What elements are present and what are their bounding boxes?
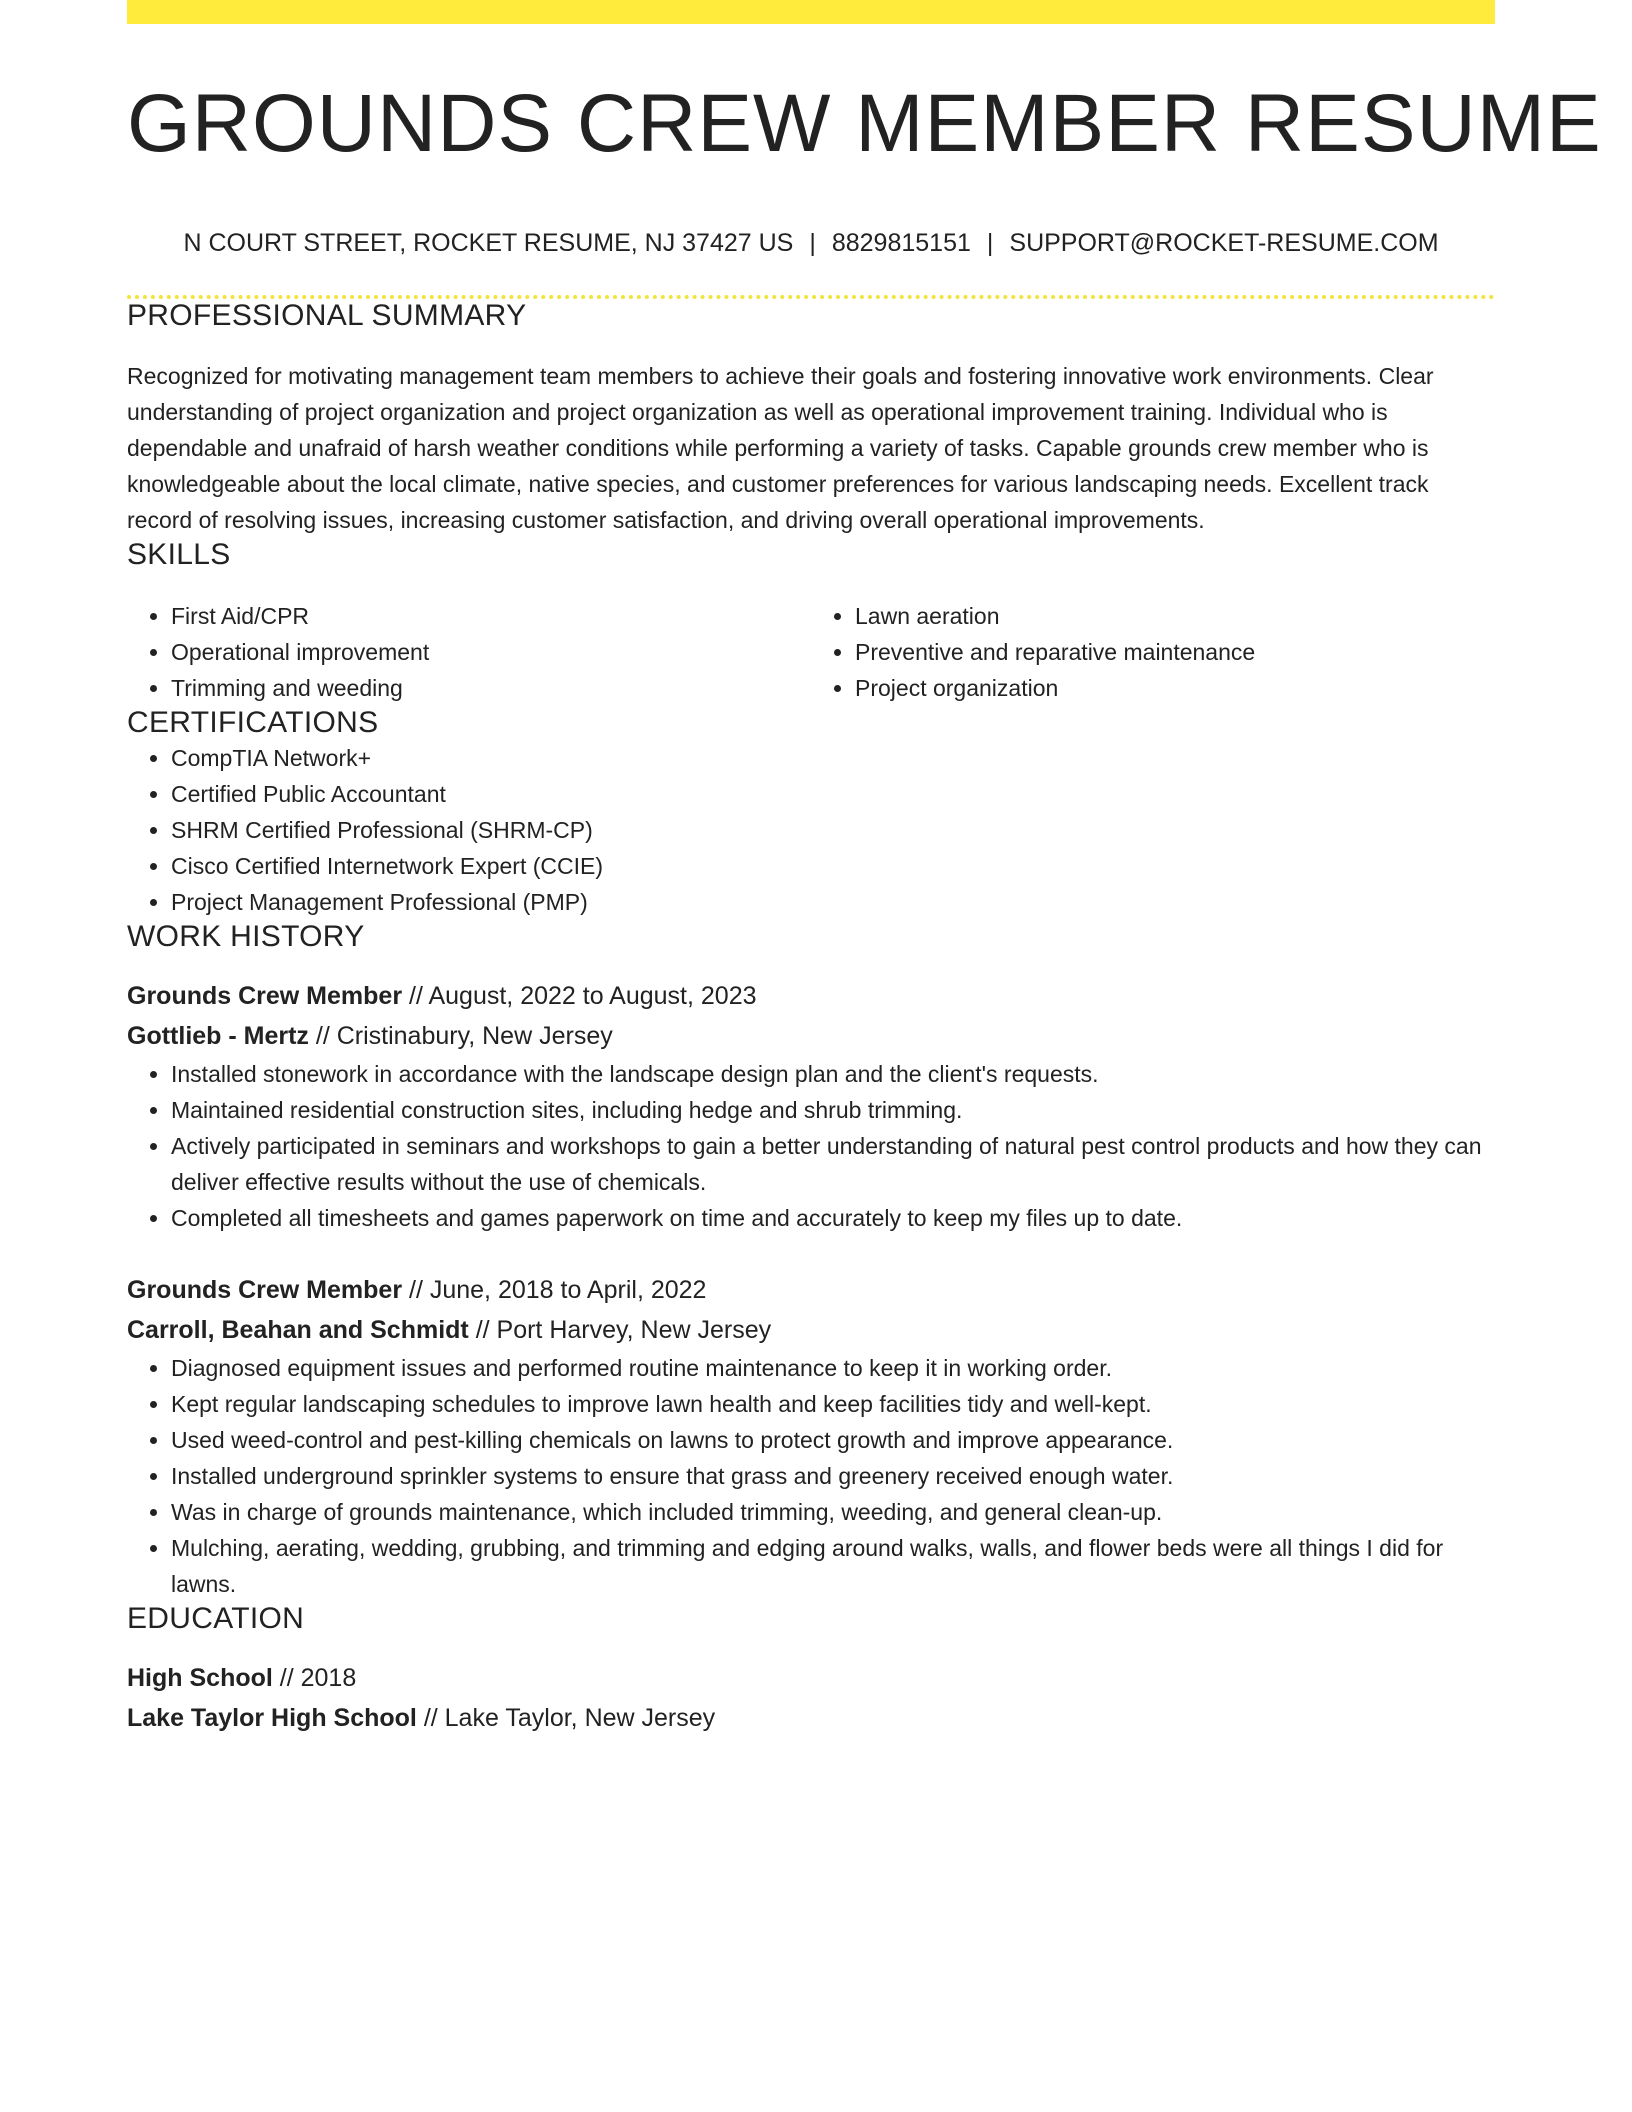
skills-list-right bbox=[811, 598, 1495, 706]
job-company-line bbox=[127, 1310, 1495, 1350]
skill-item: • Project organization bbox=[855, 670, 1495, 706]
job-bullet: • Used weed-control and pest-killing chemicals on lawns to protect growth and improve appearance. bbox=[171, 1422, 1495, 1458]
education-degree-line bbox=[127, 1658, 1495, 1698]
skills-columns bbox=[127, 598, 1495, 706]
job-company: Carroll, Beahan and Schmidt bbox=[127, 1316, 469, 1345]
education-heading: EDUCATION bbox=[127, 1602, 305, 1636]
education-school: Lake Taylor High School bbox=[127, 1704, 417, 1733]
education-year: // 2018 bbox=[272, 1664, 357, 1693]
job-dates: // August, 2022 to August, 2023 bbox=[402, 982, 757, 1011]
skills-heading: SKILLS bbox=[127, 538, 231, 572]
certification-item: • Certified Public Accountant bbox=[171, 776, 1495, 812]
certifications-list bbox=[127, 740, 1495, 920]
summary-heading: PROFESSIONAL SUMMARY bbox=[127, 299, 527, 333]
contact-separator: | bbox=[986, 229, 994, 258]
skills-list-left bbox=[127, 598, 811, 706]
resume-title: GROUNDS CREW MEMBER RESUME bbox=[127, 78, 1602, 169]
job-title-line bbox=[127, 1270, 1495, 1310]
job-bullets bbox=[127, 1350, 1495, 1602]
job-title: Grounds Crew Member bbox=[127, 982, 403, 1011]
skill-item: • Lawn aeration bbox=[855, 598, 1495, 634]
contact-phone: 8829815151 bbox=[831, 229, 971, 258]
contact-email: SUPPORT@ROCKET-RESUME.COM bbox=[1009, 229, 1439, 258]
skill-item: • Preventive and reparative maintenance bbox=[855, 634, 1495, 670]
job-title: Grounds Crew Member bbox=[127, 1276, 403, 1305]
job-bullet: • Diagnosed equipment issues and performed routine maintenance to keep it in working order. bbox=[171, 1350, 1495, 1386]
job-bullet: • Completed all timesheets and games paperwork on time and accurately to keep my files up to date. bbox=[171, 1200, 1495, 1236]
certification-item: • Project Management Professional (PMP) bbox=[171, 884, 1495, 920]
job-location: // Cristinabury, New Jersey bbox=[308, 1022, 613, 1051]
accent-bar bbox=[127, 0, 1495, 24]
job-bullet: • Installed stonework in accordance with the landscape design plan and the client's requests. bbox=[171, 1056, 1495, 1092]
certification-item: • Cisco Certified Internetwork Expert (CCIE) bbox=[171, 848, 1495, 884]
job-location: // Port Harvey, New Jersey bbox=[468, 1316, 772, 1345]
education-degree: High School bbox=[127, 1664, 273, 1693]
certification-item: • CompTIA Network+ bbox=[171, 740, 1495, 776]
job-bullet: • Maintained residential construction sites, including hedge and shrub trimming. bbox=[171, 1092, 1495, 1128]
work-history-heading: WORK HISTORY bbox=[127, 920, 365, 954]
skill-item: • Operational improvement bbox=[171, 634, 811, 670]
job-company-line bbox=[127, 1016, 1495, 1056]
skill-item: • First Aid/CPR bbox=[171, 598, 811, 634]
job-bullet: • Actively participated in seminars and workshops to gain a better understanding of natural pest control products and how they can deliver effective results without the use of chemicals. bbox=[171, 1128, 1495, 1200]
resume-page bbox=[127, 0, 1602, 1738]
skill-item: • Trimming and weeding bbox=[171, 670, 811, 706]
job-bullets bbox=[127, 1056, 1495, 1236]
job-bullet: • Was in charge of grounds maintenance, which included trimming, weeding, and general clean-up. bbox=[171, 1494, 1495, 1530]
education-location: // Lake Taylor, New Jersey bbox=[416, 1704, 716, 1733]
certification-item: • SHRM Certified Professional (SHRM-CP) bbox=[171, 812, 1495, 848]
job-bullet: • Kept regular landscaping schedules to improve lawn health and keep facilities tidy and well-kept. bbox=[171, 1386, 1495, 1422]
certifications-heading: CERTIFICATIONS bbox=[127, 706, 379, 740]
contact-line bbox=[127, 229, 1495, 258]
summary-text: Recognized for motivating management team members to achieve their goals and fostering innovative work environments. Clear understanding of project organization and project organization as well as operational improvement training. Individual who is dependable and unafraid of harsh weather conditions while performing a variety of tasks. Capable grounds crew member who is knowledgeable about the local climate, native species, and customer preferences for various landscaping needs. Excellent track record of resolving issues, increasing customer satisfaction, and driving overall operational improvements. bbox=[127, 363, 1434, 534]
job-bullet: • Installed underground sprinkler systems to ensure that grass and greenery received enough water. bbox=[171, 1458, 1495, 1494]
contact-address: N COURT STREET, ROCKET RESUME, NJ 37427 US bbox=[183, 229, 794, 258]
job-dates: // June, 2018 to April, 2022 bbox=[402, 1276, 707, 1305]
job-company: Gottlieb - Mertz bbox=[127, 1022, 309, 1051]
contact-separator: | bbox=[809, 229, 816, 258]
job-bullet: • Mulching, aerating, wedding, grubbing, and trimming and edging around walks, walls, and flower beds were all things I did for lawns. bbox=[171, 1530, 1495, 1602]
job-title-line bbox=[127, 976, 1495, 1016]
education-school-line bbox=[127, 1698, 1495, 1738]
